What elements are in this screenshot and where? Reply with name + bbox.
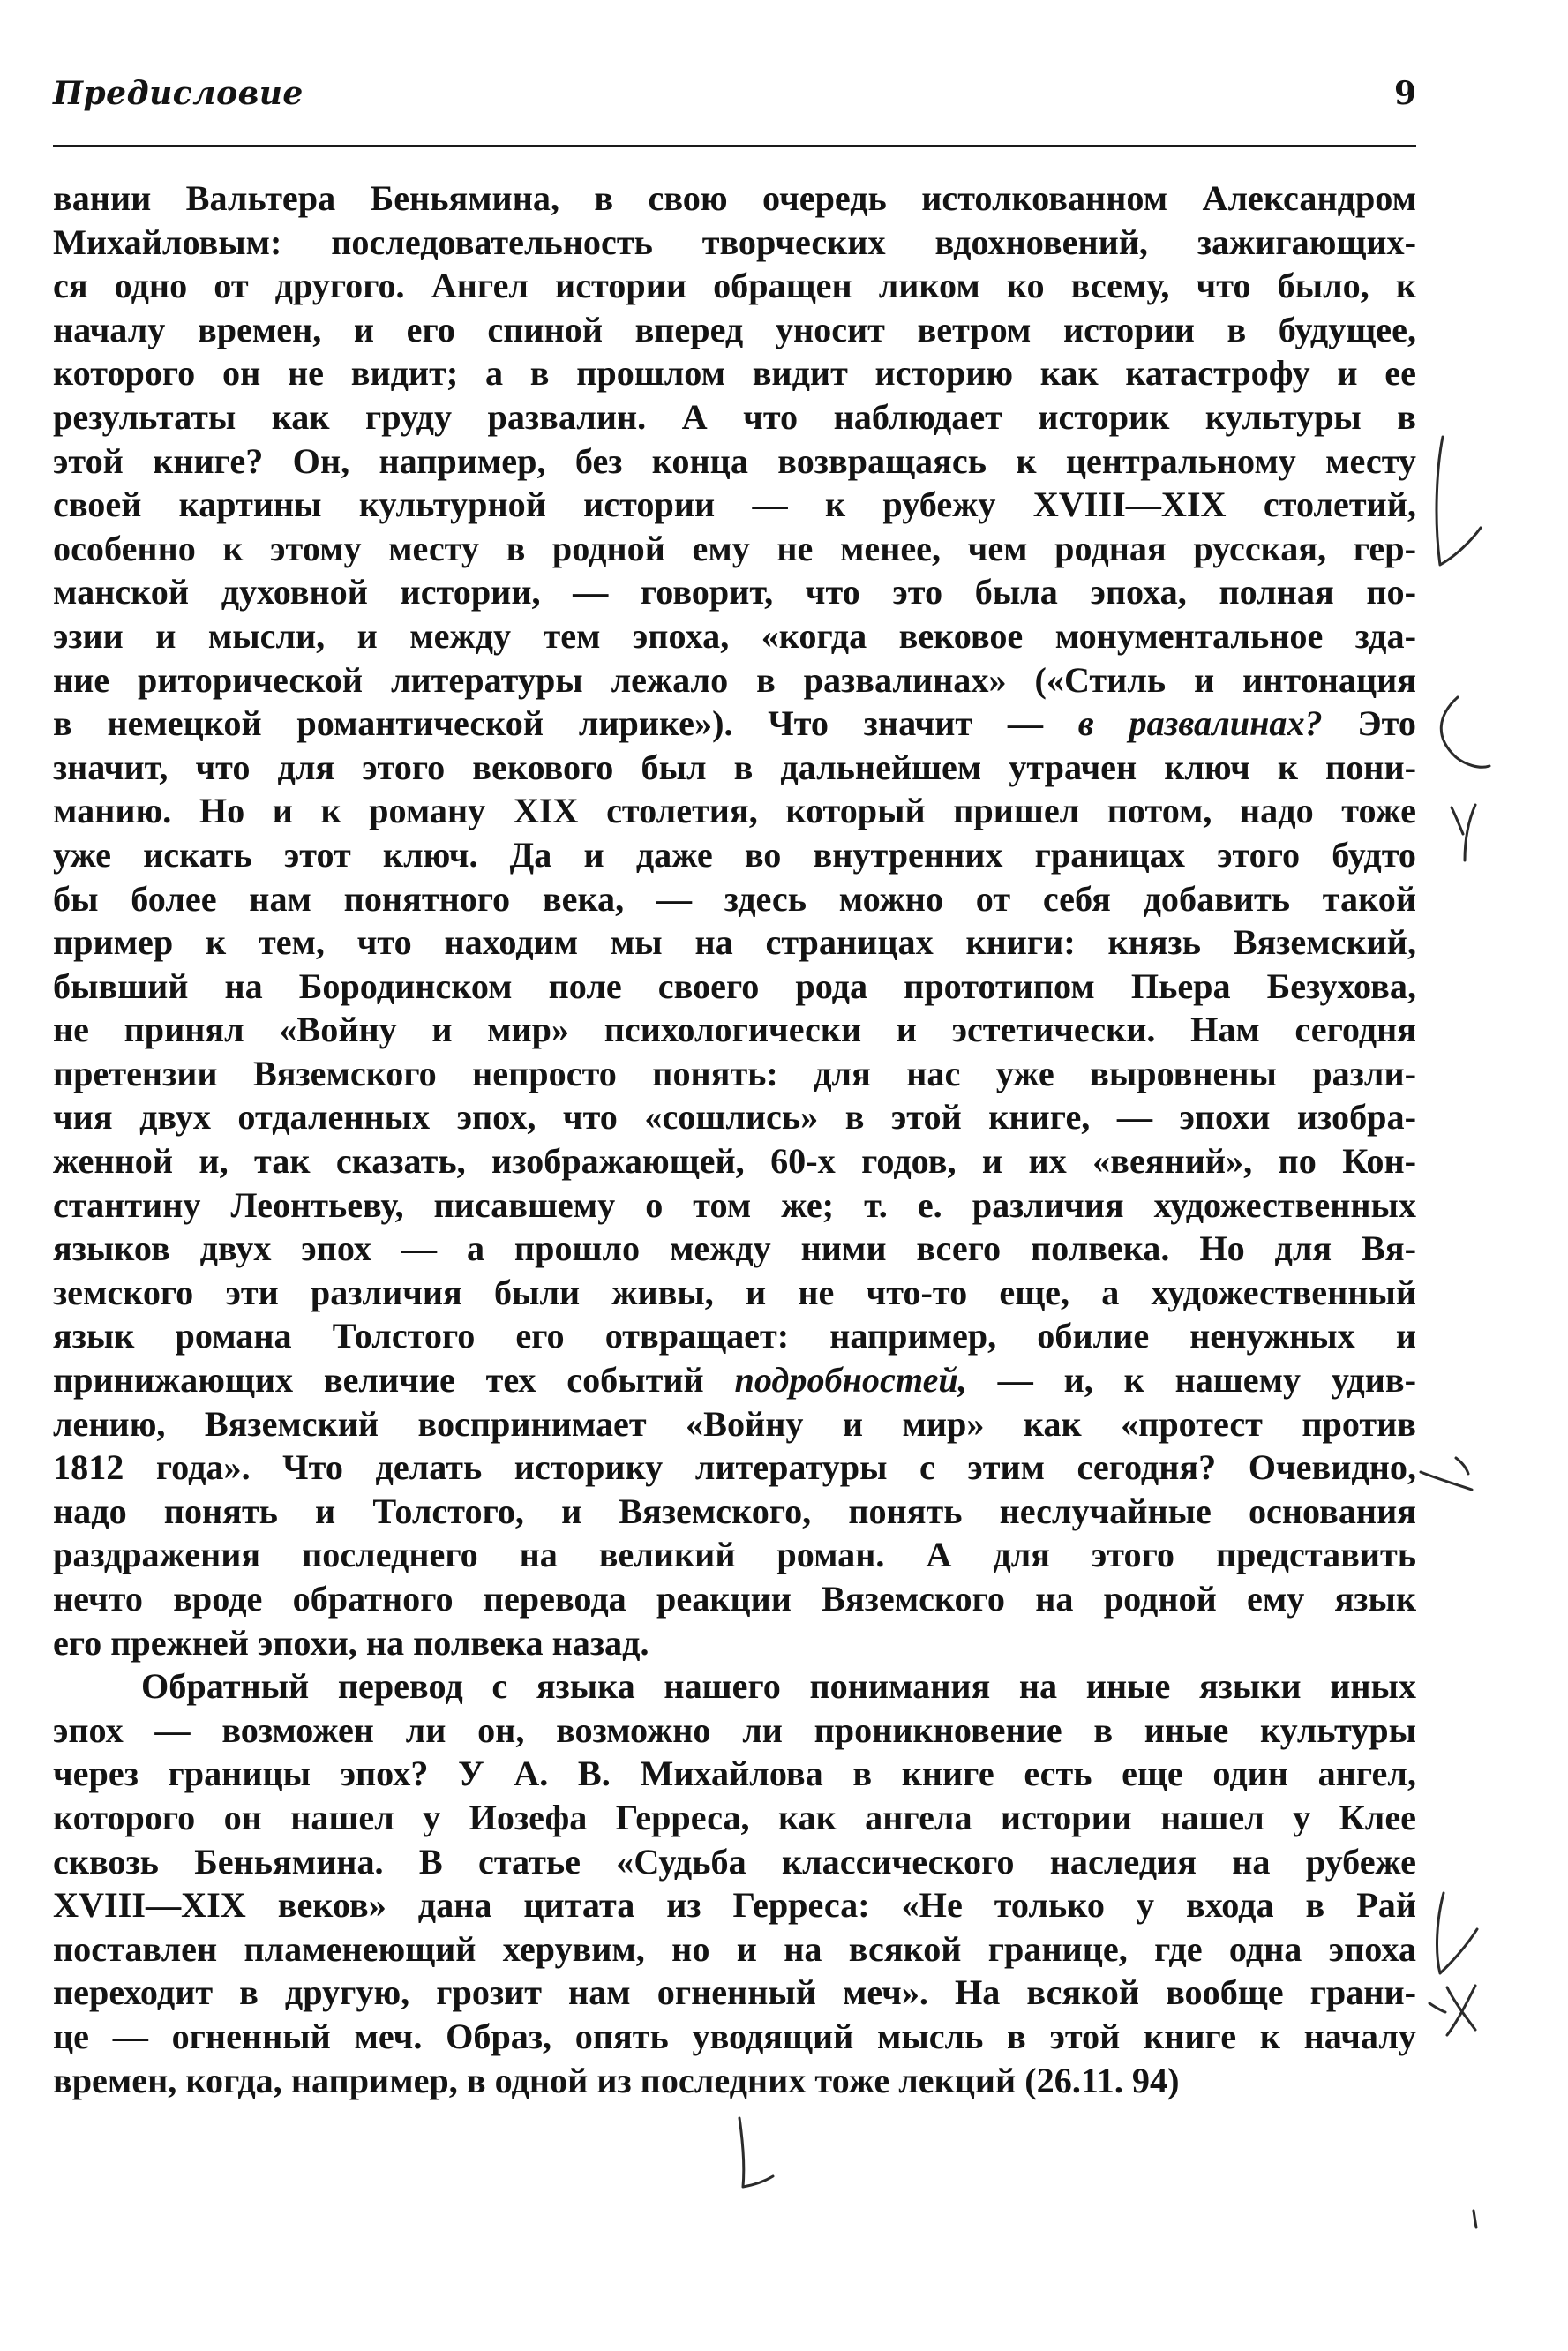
text-line <box>53 920 1416 965</box>
text-run: раздражения последнего на великий роман. А для этого представить <box>53 1535 1416 1575</box>
text-line <box>53 1490 1416 1534</box>
text-run: нечто вроде обратного перевода реакции Вяземского на родной ему язык <box>53 1579 1416 1619</box>
header-rule <box>53 145 1416 147</box>
text-run: которого он не видит; а в прошлом видит историю как катастрофу и ее <box>53 353 1416 394</box>
text-line <box>53 1183 1416 1228</box>
text-run: надо понять и Толстого, и Вяземского, понять неслучайные основания <box>53 1491 1416 1531</box>
text-run: его прежней эпохи, на полвека назад. <box>53 1622 649 1663</box>
margin-check-mark <box>1452 805 1475 860</box>
text-line <box>53 2015 1416 2059</box>
text-run: Михайловым: последовательность творческих вдохновений, зажигающих- <box>53 222 1416 262</box>
text-line <box>53 1709 1416 1753</box>
text-line <box>53 570 1416 614</box>
text-line <box>53 351 1416 395</box>
text-line <box>53 833 1416 877</box>
text-line <box>53 658 1416 702</box>
text-run: женной и, так сказать, изображающей, 60-х годов, и их «веяний», по Кон- <box>53 1141 1416 1182</box>
italic-emphasis: в развалинах? <box>1077 703 1323 744</box>
bottom-pencil-mark <box>739 2118 773 2187</box>
text-run: началу времен, и его спиной вперед уносит ветром истории в будущее, <box>53 309 1416 349</box>
text-run: 1812 года». Что делать историку литературы с этим сегодня? Очевидно, <box>53 1447 1416 1488</box>
text-line <box>53 1139 1416 1183</box>
text-line <box>53 395 1416 439</box>
text-line <box>53 1271 1416 1315</box>
text-run: языков двух эпох — а прошло между ними всего полвека. Но для Вя- <box>53 1228 1416 1269</box>
text-run: манию. Но и к роману XIX столетия, который пришел потом, надо тоже <box>53 791 1416 831</box>
text-run: вании Вальтера Беньямина, в свою очередь истолкованном Александром <box>53 178 1416 218</box>
text-run: значит, что для этого векового был в дальнейшем утрачен ключ к пони- <box>53 747 1416 787</box>
margin-dash-mark <box>1421 1458 1472 1490</box>
text-run: этой книге? Он, например, без конца возвращаясь к центральному месту <box>53 440 1416 481</box>
text-line <box>53 614 1416 658</box>
text-run: Обратный перевод с языка нашего понимания на иные языки иных <box>141 1666 1416 1707</box>
text-line <box>53 1577 1416 1621</box>
text-line <box>53 527 1416 571</box>
text-run: бывший на Бородинском поле своего рода прототипом Пьера Безухова, <box>53 965 1416 1006</box>
text-run: своей картины культурной истории — к рубежу XVIII—XIX столетий, <box>53 484 1416 525</box>
text-line <box>53 1533 1416 1577</box>
text-run: — и, к нашему удив- <box>966 1360 1416 1401</box>
text-run: земского эти различия были живы, и не что-то еще, а художественный <box>53 1272 1416 1312</box>
text-line <box>53 439 1416 484</box>
text-run: результаты как груду развалин. А что наблюдает историк культуры в <box>53 396 1416 437</box>
text-run: поставлен пламенеющий херувим, но и на всякой границе, где одна эпоха <box>53 1928 1416 1969</box>
text-line <box>53 1664 1416 1709</box>
text-run: стантину Леонтьеву, писавшему о том же; т. е. различия художественных <box>53 1184 1416 1225</box>
text-line <box>53 221 1416 265</box>
text-line <box>53 177 1416 221</box>
text-run: ся одно от другого. Ангел истории обращен ликом ко всему, что было, к <box>53 266 1416 306</box>
margin-bracket-mark <box>1437 1893 1477 1973</box>
text-line <box>53 1796 1416 1840</box>
text-run: сквозь Беньямина. В статье «Судьба классического наследия на рубеже <box>53 1841 1416 1882</box>
text-run: эпох — возможен ли он, возможно ли проникновение в иные культуры <box>53 1709 1416 1750</box>
text-run: це — огненный меч. Образ, опять уводящий мысль в этой книге к началу <box>53 2016 1416 2056</box>
text-line <box>53 1883 1416 1927</box>
margin-cross-mark <box>1429 1986 1475 2035</box>
text-run: претензии Вяземского непросто понять: для нас уже выровнены разли- <box>53 1053 1416 1093</box>
text-line <box>53 1314 1416 1358</box>
text-run: через границы эпох? У А. В. Михайлова в книге есть еще один ангел, <box>53 1754 1416 1794</box>
text-run: чия двух отдаленных эпох, что «сошлись» в этой книге, — эпохи изобра- <box>53 1097 1416 1138</box>
text-line <box>53 1446 1416 1490</box>
text-line <box>53 1402 1416 1446</box>
text-run: Это <box>1322 703 1416 744</box>
text-line <box>53 1052 1416 1096</box>
text-line <box>53 1971 1416 2015</box>
text-run: пример к тем, что находим мы на страницах книги: князь Вяземский, <box>53 922 1416 963</box>
text-line <box>53 264 1416 308</box>
text-line <box>53 877 1416 921</box>
text-line <box>53 1621 1416 1665</box>
text-line <box>53 1227 1416 1271</box>
text-run: эзии и мысли, и между тем эпоха, «когда вековое монументальное зда- <box>53 615 1416 656</box>
text-line <box>53 789 1416 833</box>
bottom-tick-mark <box>1474 2211 1476 2227</box>
text-line <box>53 1840 1416 1884</box>
margin-bracket-mark <box>1441 697 1489 767</box>
paragraph <box>53 1664 1416 2102</box>
text-run: XVIII—XIX веков» дана цитата из Герреса: «Не только у входа в Рай <box>53 1885 1416 1926</box>
text-line <box>53 1095 1416 1139</box>
text-line <box>53 1752 1416 1796</box>
text-line <box>53 1927 1416 1972</box>
paragraph <box>53 177 1416 1664</box>
text-run: времен, когда, например, в одной из последних тоже лекций (26.11. 94) <box>53 2060 1180 2100</box>
text-run: не принял «Войну и мир» психологически и эстетически. Нам сегодня <box>53 1010 1416 1050</box>
italic-emphasis: подробностей, <box>734 1360 967 1401</box>
text-line <box>53 2059 1416 2103</box>
text-line <box>53 965 1416 1009</box>
text-line <box>53 702 1416 746</box>
margin-bracket-mark <box>1437 437 1481 565</box>
text-run: в немецкой романтической лирике»). Что значит — <box>53 703 1078 744</box>
text-run: переходит в другую, грозит нам огненный меч». На всякой вообще грани- <box>53 1972 1416 2013</box>
text-line <box>53 1358 1416 1402</box>
page-number: 9 <box>1393 75 1416 112</box>
text-run: принижающих величие тех событий <box>53 1360 735 1401</box>
text-line <box>53 483 1416 527</box>
text-run: бы более нам понятного века, — здесь можно от себя добавить такой <box>53 878 1416 919</box>
text-run: которого он нашел у Иозефа Герреса, как ангела истории нашел у Клее <box>53 1797 1416 1837</box>
text-line <box>53 1008 1416 1052</box>
text-run: особенно к этому месту в родной ему не менее, чем родная русская, гер- <box>53 528 1416 568</box>
running-head <box>53 75 1416 128</box>
text-line <box>53 308 1416 352</box>
text-run: ние риторической литературы лежало в развалинах» («Стиль и интонация <box>53 659 1416 700</box>
section-title: Предисловие <box>53 75 304 112</box>
text-run: манской духовной истории, — говорит, что это была эпоха, полная по- <box>53 572 1416 612</box>
text-run: лению, Вяземский воспринимает «Войну и мир» как «протест против <box>53 1403 1416 1444</box>
text-run: уже искать этот ключ. Да и даже во внутренних границах этого будто <box>53 834 1416 875</box>
body-text <box>53 177 1416 2102</box>
text-line <box>53 746 1416 790</box>
text-run: язык романа Толстого его отвращает: например, обилие ненужных и <box>53 1316 1416 1356</box>
